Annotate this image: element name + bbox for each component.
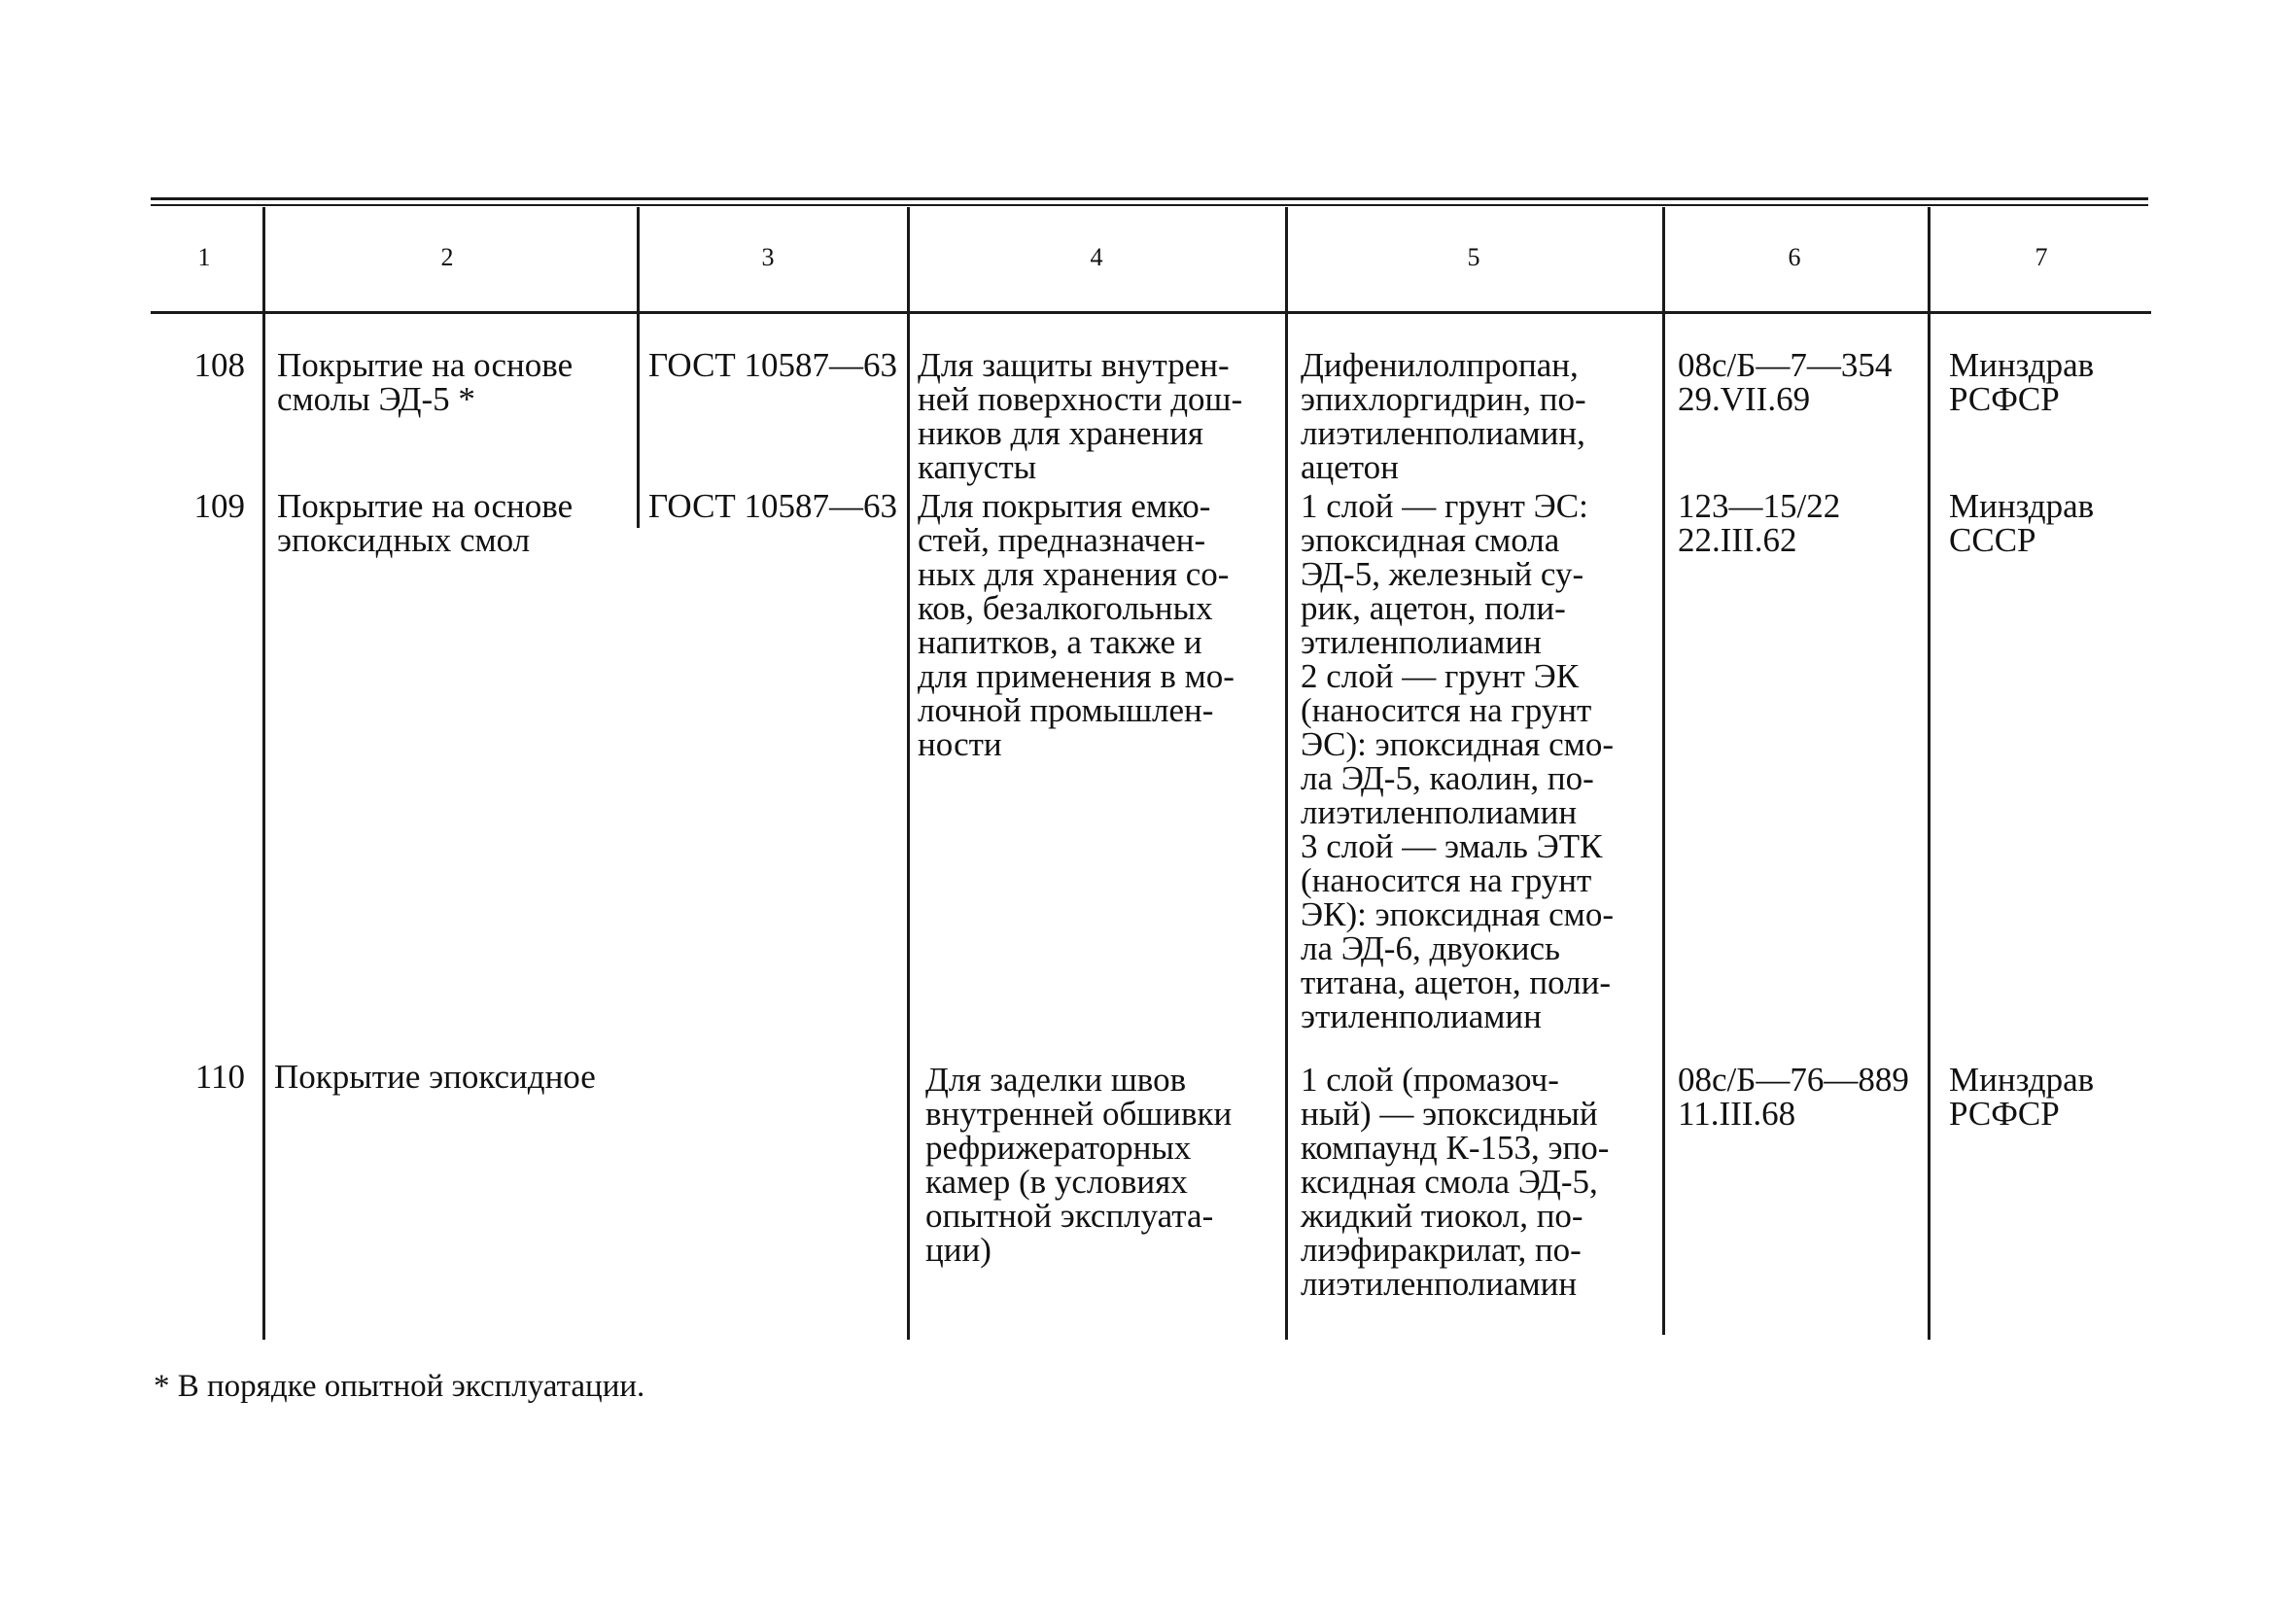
column-header-1: 1 — [197, 243, 211, 271]
row-permit: 08с/Б—76—889 11.III.68 — [1678, 1061, 1909, 1133]
row-permit: 123—15/22 22.III.62 — [1678, 487, 1841, 559]
column-header-3: 3 — [761, 243, 775, 271]
column-header-2: 2 — [440, 243, 454, 271]
row-composition: Дифенилолпропан, эпихлоргидрин, по- лиэтиленполиамин, ацетон — [1301, 346, 1586, 486]
column-divider-4 — [1285, 207, 1288, 1340]
column-divider-6 — [1928, 207, 1931, 1340]
column-header-7: 7 — [2035, 243, 2048, 271]
row-name: Покрытие на основе эпоксидных смол — [277, 487, 574, 559]
row-number: 108 — [193, 346, 245, 384]
column-divider-5 — [1662, 207, 1665, 1335]
row-authority: Минздрав РСФСР — [1949, 346, 2095, 418]
row-name: Покрытие на основе смолы ЭД-5 * — [277, 346, 574, 418]
column-header-5: 5 — [1467, 243, 1480, 271]
row-number: 109 — [193, 487, 245, 525]
row-standard: ГОСТ 10587—63 — [648, 487, 898, 525]
row-composition: 1 слой — грунт ЭС: эпоксидная смола ЭД-5, железный су- рик, ацетон, поли- этиленполиамин 2 слой — грунт ЭК (наносится на грунт ЭС): эпоксидная смо- ла ЭД-5, каолин, по- лиэтиленполиамин 3 слой — эмаль ЭТК (наносится на грунт ЭК): эпоксидная смо- ла ЭД-6, двуокись титана, ацетон, поли- этиленполиамин — [1301, 487, 1614, 1035]
row-standard: ГОСТ 10587—63 — [648, 346, 898, 384]
footnote: * В порядке опытной эксплуатации. — [154, 1369, 645, 1404]
header-bottom-rule — [151, 311, 2151, 314]
row-purpose: Для защиты внутрен- ней поверхности дош- ников для хранения капусты — [918, 346, 1243, 486]
column-header-4: 4 — [1090, 243, 1103, 271]
table-top-rule — [151, 197, 2148, 200]
row-purpose: Для покрытия емко- стей, предназначен- ных для хранения со- ков, безалкогольных напитков, а также и для применения в мо- лочной промышлен- ности — [918, 487, 1235, 763]
column-divider-1 — [262, 207, 265, 1340]
column-header-6: 6 — [1788, 243, 1801, 271]
column-divider-2b — [637, 350, 640, 447]
row-permit: 08с/Б—7—354 29.VII.69 — [1678, 346, 1893, 418]
row-purpose: Для заделки швов внутренней обшивки рефрижераторных камер (в условиях опытной эксплуата- ции) — [925, 1061, 1233, 1269]
table-top-rule-2 — [151, 204, 2148, 206]
column-divider-3 — [907, 207, 910, 1340]
row-authority: Минздрав РСФСР — [1949, 1061, 2095, 1133]
row-composition: 1 слой (промазоч- ный) — эпоксидный компаунд К-153, эпо- ксидная смола ЭД-5, жидкий тиокол, по- лиэфиракрилат, по- лиэтиленполиамин — [1301, 1061, 1610, 1303]
row-number: 110 — [194, 1058, 245, 1096]
row-name: Покрытие эпоксидное — [274, 1058, 596, 1096]
row-authority: Минздрав СССР — [1949, 487, 2095, 559]
